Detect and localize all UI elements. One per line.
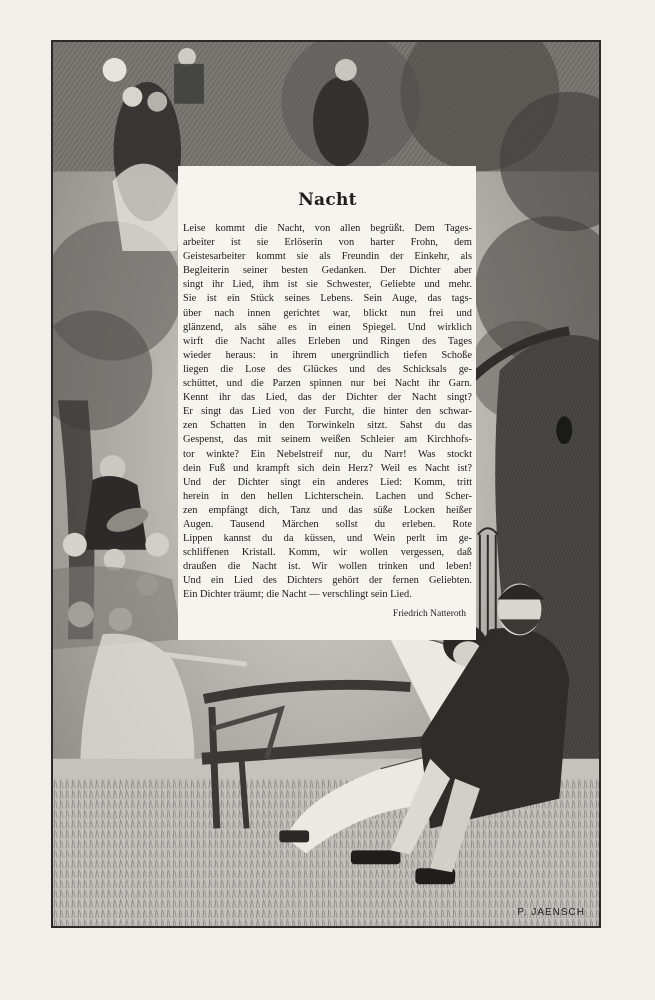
poem-line: Lippen kannst du da küssen, und Wein perlt im ge- bbox=[183, 533, 472, 545]
poem-line: Ein Dichter träumt; die Nacht — verschlingt sein Lied. bbox=[183, 589, 412, 601]
poem-text-panel bbox=[178, 166, 476, 640]
poem-line: wirft die Nacht alles Erleben und Ringen des Tages bbox=[183, 335, 472, 347]
poem-line: Gespenst, das mit seinem weißen Schleier am Kirchhofs- bbox=[183, 434, 472, 446]
poem-line: Begleiterin seiner besten Gedanken. Der Dichter aber bbox=[183, 265, 472, 277]
poem-line: Und ein Lied des Dichters gehört der fernen Geliebten. bbox=[183, 575, 472, 587]
poem-line: zen empfängt dich, Tanz und das süße Locken heißer bbox=[183, 504, 472, 516]
poem-line: Augen. Tausend Märchen sollst du erleben. Rote bbox=[183, 518, 472, 530]
poem-line: arbeiter ist sie Erlöserin von harter Frohn, dem bbox=[183, 237, 472, 249]
poem-line: schliffenen Kristall. Komm, wir wollen vergessen, daß bbox=[183, 547, 472, 559]
poem-line: liegen die Lose des Glückes und des Schicksals ge- bbox=[183, 363, 472, 375]
poem-line: glänzend, als sähe es in einen Spiegel. Und wirklich bbox=[183, 321, 472, 333]
poem-line: Und der Dichter singt ein anderes Lied: Komm, tritt bbox=[183, 476, 472, 488]
poem-author: Friedrich Natteroth bbox=[392, 608, 466, 619]
poem-line: draußen die Nacht ist. Wir wollen trinken und leben! bbox=[183, 561, 472, 573]
poem-line: Leise kommt die Nacht, von allen begrüßt. Dem Tages- bbox=[183, 223, 472, 234]
artist-signature: P. JAENSCH bbox=[517, 907, 585, 918]
poem-line: Sie ist ein Stück seines Lebens. Sein Auge, das tags- bbox=[183, 293, 472, 305]
poem-line: schüttet, und die Parzen spinnen nur bei Nacht ihr Garn. bbox=[183, 378, 472, 390]
iron-gate bbox=[478, 528, 498, 639]
poem-line: über nach innen gerichtet war, blickt nun frei und bbox=[183, 307, 472, 319]
poem-title: Nacht bbox=[298, 190, 357, 210]
poem-line: herein in den hellen Lichterschein. Lachen und Scher- bbox=[183, 490, 472, 502]
poem-line: Er singt das Lied von der Furcht, die hinter den schwar- bbox=[183, 406, 472, 418]
singers-crowd bbox=[53, 533, 182, 649]
poem-line: dein Fuß und krampft sich dein Herz? Weil es Nacht ist? bbox=[183, 462, 472, 474]
poem-body bbox=[183, 222, 472, 603]
poem-line: Kennt ihr das Lied, das der Dichter der Nacht singt? bbox=[183, 392, 472, 404]
poem-line: wieder heraus: in ihrem unergründlich tiefen Schoße bbox=[183, 349, 472, 361]
poem-line: tor winkte? Ein Nebelstreif nur, du Narr! Was stockt bbox=[183, 448, 472, 460]
moon bbox=[103, 58, 127, 82]
poem-line: zen Schatten in den Torwinkeln sitzt. Sahst du das bbox=[183, 420, 472, 432]
illustration-plate bbox=[51, 40, 601, 928]
poem-line: singt ihr Lied, ihm ist sie Schwester, Geliebte und mehr. bbox=[183, 279, 472, 291]
poem-line: Geistesarbeiter kommt sie als Freundin der Einkehr, als bbox=[183, 251, 472, 263]
dancing-couple-left bbox=[113, 82, 182, 251]
